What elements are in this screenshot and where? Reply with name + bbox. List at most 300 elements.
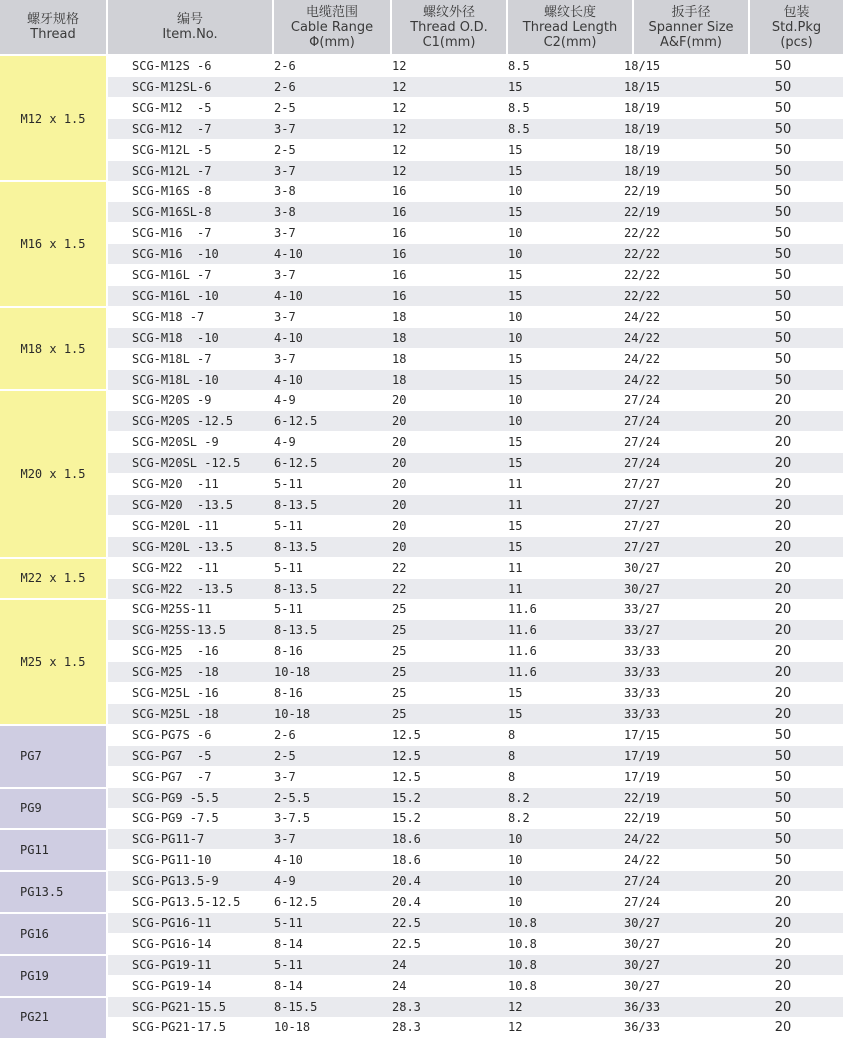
cable-range-cell: 3-7 <box>274 119 296 139</box>
item-no-cell: SCG-PG19-11 <box>132 955 211 975</box>
std-pkg-cell: 20 <box>753 704 813 724</box>
spanner-size-cell: 27/27 <box>624 495 660 515</box>
thread-group-label: M16 x 1.5 <box>0 181 106 306</box>
thread-length-cell: 8.2 <box>508 788 530 808</box>
thread-length-cell: 11.6 <box>508 662 537 682</box>
thread-group-label: M18 x 1.5 <box>0 307 106 391</box>
spanner-size-cell: 24/22 <box>624 349 660 369</box>
thread-group-label: PG13.5 <box>0 871 106 913</box>
thread-length-cell: 10.8 <box>508 955 537 975</box>
thread-length-cell: 10.8 <box>508 913 537 933</box>
spanner-size-cell: 22/19 <box>624 788 660 808</box>
table-row <box>108 892 843 912</box>
group-divider <box>0 598 108 600</box>
thread-length-cell: 8.5 <box>508 119 530 139</box>
std-pkg-cell: 50 <box>753 77 813 97</box>
cable-range-cell: 8-13.5 <box>274 537 317 557</box>
table-row <box>108 683 843 703</box>
cable-range-cell: 3-8 <box>274 181 296 201</box>
cable-range-cell: 10-18 <box>274 1017 310 1037</box>
group-divider <box>0 306 108 308</box>
item-no-cell: SCG-M20SL -12.5 <box>132 453 240 473</box>
item-no-cell: SCG-M12 -5 <box>132 98 211 118</box>
thread-od-cell: 24 <box>392 976 406 996</box>
std-pkg-cell: 50 <box>753 98 813 118</box>
thread-length-cell: 11.6 <box>508 620 537 640</box>
item-no-cell: SCG-M20 -13.5 <box>132 495 233 515</box>
thread-od-cell: 25 <box>392 599 406 619</box>
thread-od-cell: 25 <box>392 641 406 661</box>
thread-length-cell: 15 <box>508 453 522 473</box>
spanner-size-cell: 17/15 <box>624 725 660 745</box>
std-pkg-cell: 20 <box>753 683 813 703</box>
spanner-size-cell: 30/27 <box>624 913 660 933</box>
spanner-size-cell: 33/33 <box>624 641 660 661</box>
header-spanner <box>634 0 748 54</box>
thread-od-cell: 25 <box>392 704 406 724</box>
std-pkg-cell: 50 <box>753 725 813 745</box>
std-pkg-cell: 20 <box>753 871 813 891</box>
table-row <box>108 140 843 160</box>
cable-range-cell: 2-5 <box>274 140 296 160</box>
thread-length-cell: 10 <box>508 871 522 891</box>
thread-length-cell: 15 <box>508 683 522 703</box>
std-pkg-cell: 20 <box>753 641 813 661</box>
spanner-size-cell: 30/27 <box>624 955 660 975</box>
table-row <box>108 620 843 640</box>
spanner-size-cell: 18/15 <box>624 56 660 76</box>
std-pkg-cell: 20 <box>753 620 813 640</box>
thread-length-cell: 11 <box>508 474 522 494</box>
table-row <box>108 56 843 76</box>
thread-length-cell: 15 <box>508 265 522 285</box>
header-length <box>508 0 632 54</box>
spanner-size-cell: 22/22 <box>624 244 660 264</box>
thread-length-cell: 10 <box>508 390 522 410</box>
item-no-cell: SCG-M20SL -9 <box>132 432 219 452</box>
cable-range-cell: 8-14 <box>274 934 303 954</box>
thread-od-cell: 20 <box>392 474 406 494</box>
thread-length-cell: 8 <box>508 725 515 745</box>
thread-od-cell: 16 <box>392 286 406 306</box>
spanner-size-cell: 22/19 <box>624 202 660 222</box>
spanner-size-cell: 27/24 <box>624 871 660 891</box>
item-no-cell: SCG-M18L -10 <box>132 370 219 390</box>
std-pkg-cell: 50 <box>753 746 813 766</box>
item-no-cell: SCG-PG21-17.5 <box>132 1017 226 1037</box>
thread-od-cell: 12 <box>392 119 406 139</box>
cable-range-cell: 2-6 <box>274 77 296 97</box>
spanner-size-cell: 22/19 <box>624 181 660 201</box>
item-no-cell: SCG-M22 -11 <box>132 558 219 578</box>
std-pkg-cell: 20 <box>753 558 813 578</box>
header-cable <box>274 0 390 54</box>
item-no-cell: SCG-M25 -16 <box>132 641 219 661</box>
group-divider <box>0 912 108 914</box>
spanner-size-cell: 18/19 <box>624 98 660 118</box>
thread-od-cell: 12 <box>392 161 406 181</box>
std-pkg-cell: 50 <box>753 202 813 222</box>
std-pkg-cell: 20 <box>753 599 813 619</box>
table-row <box>108 516 843 536</box>
thread-od-cell: 16 <box>392 244 406 264</box>
group-divider <box>0 389 108 391</box>
std-pkg-cell: 20 <box>753 1017 813 1037</box>
spanner-size-cell: 33/33 <box>624 704 660 724</box>
thread-od-cell: 12 <box>392 140 406 160</box>
table-row <box>108 119 843 139</box>
group-divider <box>0 724 108 726</box>
std-pkg-cell: 20 <box>753 934 813 954</box>
table-row <box>108 453 843 473</box>
spanner-size-cell: 22/19 <box>624 808 660 828</box>
cable-range-cell: 8-13.5 <box>274 620 317 640</box>
header-item-zh: 编号 <box>177 12 203 27</box>
thread-length-cell: 8.5 <box>508 56 530 76</box>
spanner-size-cell: 18/15 <box>624 77 660 97</box>
cable-range-cell: 5-11 <box>274 516 303 536</box>
spanner-size-cell: 24/22 <box>624 850 660 870</box>
cable-range-cell: 6-12.5 <box>274 411 317 431</box>
item-no-cell: SCG-PG9 -5.5 <box>132 788 219 808</box>
table-row <box>108 286 843 306</box>
thread-length-cell: 10 <box>508 892 522 912</box>
thread-od-cell: 12 <box>392 98 406 118</box>
table-row <box>108 223 843 243</box>
thread-length-cell: 8 <box>508 746 515 766</box>
table-row <box>108 390 843 410</box>
thread-length-cell: 15 <box>508 161 522 181</box>
thread-length-cell: 10 <box>508 244 522 264</box>
cable-range-cell: 3-7 <box>274 161 296 181</box>
cable-range-cell: 3-7.5 <box>274 808 310 828</box>
std-pkg-cell: 20 <box>753 913 813 933</box>
table-row <box>108 411 843 431</box>
table-row <box>108 871 843 891</box>
item-no-cell: SCG-M25L -18 <box>132 704 219 724</box>
spanner-size-cell: 30/27 <box>624 934 660 954</box>
std-pkg-cell: 50 <box>753 767 813 787</box>
group-divider <box>0 180 108 182</box>
spanner-size-cell: 24/22 <box>624 307 660 327</box>
item-no-cell: SCG-PG11-7 <box>132 829 204 849</box>
spanner-size-cell: 36/33 <box>624 1017 660 1037</box>
header-od-en: Thread O.D. <box>410 20 488 35</box>
table-row <box>108 767 843 787</box>
thread-od-cell: 25 <box>392 662 406 682</box>
cable-range-cell: 8-15.5 <box>274 997 317 1017</box>
thread-length-cell: 12 <box>508 1017 522 1037</box>
cable-range-cell: 4-10 <box>274 286 303 306</box>
thread-od-cell: 20 <box>392 390 406 410</box>
thread-group-label: PG21 <box>0 997 106 1038</box>
table-row <box>108 808 843 828</box>
table-row <box>108 934 843 954</box>
spanner-size-cell: 30/27 <box>624 976 660 996</box>
thread-length-cell: 10 <box>508 307 522 327</box>
spanner-size-cell: 33/33 <box>624 662 660 682</box>
thread-od-cell: 22.5 <box>392 913 421 933</box>
thread-od-cell: 20 <box>392 495 406 515</box>
std-pkg-cell: 50 <box>753 829 813 849</box>
cable-range-cell: 6-12.5 <box>274 453 317 473</box>
thread-group-label: M12 x 1.5 <box>0 56 106 181</box>
std-pkg-cell: 20 <box>753 453 813 473</box>
table-row <box>108 976 843 996</box>
cable-range-cell: 6-12.5 <box>274 892 317 912</box>
cable-range-cell: 2-6 <box>274 725 296 745</box>
cable-range-cell: 3-7 <box>274 767 296 787</box>
std-pkg-cell: 20 <box>753 432 813 452</box>
std-pkg-cell: 50 <box>753 349 813 369</box>
spanner-size-cell: 18/19 <box>624 140 660 160</box>
header-thread-zh: 螺牙规格 <box>27 12 79 27</box>
std-pkg-cell: 50 <box>753 223 813 243</box>
cable-range-cell: 3-7 <box>274 223 296 243</box>
cable-range-cell: 5-11 <box>274 474 303 494</box>
spanner-size-cell: 17/19 <box>624 767 660 787</box>
std-pkg-cell: 20 <box>753 662 813 682</box>
cable-range-cell: 2-5 <box>274 98 296 118</box>
thread-od-cell: 15.2 <box>392 808 421 828</box>
cable-range-cell: 5-11 <box>274 558 303 578</box>
item-no-cell: SCG-M20L -11 <box>132 516 219 536</box>
item-no-cell: SCG-M20S -9 <box>132 390 211 410</box>
table-row <box>108 725 843 745</box>
thread-od-cell: 20 <box>392 411 406 431</box>
item-no-cell: SCG-PG11-10 <box>132 850 211 870</box>
item-no-cell: SCG-PG13.5-12.5 <box>132 892 240 912</box>
thread-od-cell: 15.2 <box>392 788 421 808</box>
item-no-cell: SCG-M12L -5 <box>132 140 211 160</box>
spanner-size-cell: 24/22 <box>624 829 660 849</box>
thread-length-cell: 11 <box>508 558 522 578</box>
thread-length-cell: 8 <box>508 767 515 787</box>
thread-length-cell: 15 <box>508 202 522 222</box>
table-row <box>108 161 843 181</box>
group-divider <box>0 557 108 559</box>
table-row <box>108 746 843 766</box>
std-pkg-cell: 50 <box>753 808 813 828</box>
table-row <box>108 558 843 578</box>
thread-od-cell: 18 <box>392 349 406 369</box>
thread-length-cell: 15 <box>508 349 522 369</box>
std-pkg-cell: 20 <box>753 411 813 431</box>
cable-range-cell: 2-5.5 <box>274 788 310 808</box>
thread-od-cell: 25 <box>392 683 406 703</box>
std-pkg-cell: 50 <box>753 119 813 139</box>
std-pkg-cell: 20 <box>753 997 813 1017</box>
std-pkg-cell: 20 <box>753 955 813 975</box>
thread-length-cell: 15 <box>508 704 522 724</box>
table-row <box>108 307 843 327</box>
header-cable-unit: Φ(mm) <box>309 35 355 50</box>
header-od-unit: C1(mm) <box>423 35 476 50</box>
cable-range-cell: 8-13.5 <box>274 579 317 599</box>
spanner-size-cell: 24/22 <box>624 328 660 348</box>
item-no-cell: SCG-M16SL-8 <box>132 202 211 222</box>
spanner-size-cell: 18/19 <box>624 119 660 139</box>
std-pkg-cell: 50 <box>753 140 813 160</box>
thread-length-cell: 15 <box>508 286 522 306</box>
item-no-cell: SCG-M16 -10 <box>132 244 219 264</box>
item-no-cell: SCG-M12 -7 <box>132 119 211 139</box>
cable-range-cell: 10-18 <box>274 704 310 724</box>
std-pkg-cell: 50 <box>753 265 813 285</box>
item-no-cell: SCG-M25 -18 <box>132 662 219 682</box>
cable-range-cell: 5-11 <box>274 599 303 619</box>
spanner-size-cell: 30/27 <box>624 558 660 578</box>
thread-length-cell: 15 <box>508 140 522 160</box>
thread-group-label: PG19 <box>0 955 106 997</box>
std-pkg-cell: 50 <box>753 307 813 327</box>
thread-length-cell: 10 <box>508 328 522 348</box>
spanner-size-cell: 33/27 <box>624 599 660 619</box>
spanner-size-cell: 27/24 <box>624 411 660 431</box>
thread-od-cell: 24 <box>392 955 406 975</box>
header-od <box>392 0 506 54</box>
item-no-cell: SCG-M12SL-6 <box>132 77 211 97</box>
std-pkg-cell: 20 <box>753 390 813 410</box>
thread-length-cell: 10 <box>508 223 522 243</box>
spanner-size-cell: 33/27 <box>624 620 660 640</box>
std-pkg-cell: 20 <box>753 495 813 515</box>
item-no-cell: SCG-M20L -13.5 <box>132 537 233 557</box>
header-length-en: Thread Length <box>523 20 617 35</box>
thread-length-cell: 11 <box>508 579 522 599</box>
thread-length-cell: 10 <box>508 829 522 849</box>
thread-od-cell: 18 <box>392 370 406 390</box>
thread-od-cell: 12 <box>392 77 406 97</box>
std-pkg-cell: 50 <box>753 244 813 264</box>
item-no-cell: SCG-M20 -11 <box>132 474 219 494</box>
table-row <box>108 181 843 201</box>
table-row <box>108 850 843 870</box>
spanner-size-cell: 27/24 <box>624 432 660 452</box>
cable-range-cell: 3-8 <box>274 202 296 222</box>
item-no-cell: SCG-M12S -6 <box>132 56 211 76</box>
cable-range-cell: 3-7 <box>274 829 296 849</box>
std-pkg-cell: 50 <box>753 161 813 181</box>
group-divider <box>0 954 108 956</box>
thread-od-cell: 28.3 <box>392 997 421 1017</box>
item-no-cell: SCG-M22 -13.5 <box>132 579 233 599</box>
spanner-size-cell: 22/22 <box>624 265 660 285</box>
thread-od-cell: 20.4 <box>392 871 421 891</box>
cable-range-cell: 3-7 <box>274 349 296 369</box>
cable-range-cell: 3-7 <box>274 307 296 327</box>
thread-od-cell: 18 <box>392 307 406 327</box>
table-row <box>108 955 843 975</box>
cable-range-cell: 4-10 <box>274 850 303 870</box>
thread-od-cell: 20 <box>392 537 406 557</box>
thread-od-cell: 20 <box>392 516 406 536</box>
item-no-cell: SCG-M16L -10 <box>132 286 219 306</box>
std-pkg-cell: 20 <box>753 579 813 599</box>
group-divider <box>0 996 108 998</box>
std-pkg-cell: 50 <box>753 850 813 870</box>
item-no-cell: SCG-M18 -7 <box>132 307 204 327</box>
item-no-cell: SCG-M25L -16 <box>132 683 219 703</box>
cable-range-cell: 4-10 <box>274 328 303 348</box>
header-length-zh: 螺纹长度 <box>544 5 596 20</box>
thread-length-cell: 15 <box>508 77 522 97</box>
item-no-cell: SCG-M16 -7 <box>132 223 211 243</box>
thread-group-label: PG11 <box>0 829 106 871</box>
thread-od-cell: 16 <box>392 223 406 243</box>
std-pkg-cell: 20 <box>753 474 813 494</box>
thread-od-cell: 20.4 <box>392 892 421 912</box>
thread-length-cell: 10 <box>508 411 522 431</box>
header-cable-zh: 电缆范围 <box>306 5 358 20</box>
thread-od-cell: 12.5 <box>392 767 421 787</box>
cable-range-cell: 10-18 <box>274 662 310 682</box>
thread-length-cell: 11.6 <box>508 599 537 619</box>
cable-range-cell: 4-10 <box>274 370 303 390</box>
cable-range-cell: 4-9 <box>274 390 296 410</box>
std-pkg-cell: 50 <box>753 286 813 306</box>
std-pkg-cell: 50 <box>753 56 813 76</box>
header-spanner-en: Spanner Size <box>648 20 733 35</box>
thread-od-cell: 18.6 <box>392 829 421 849</box>
table-row <box>108 788 843 808</box>
thread-od-cell: 28.3 <box>392 1017 421 1037</box>
cable-range-cell: 3-7 <box>274 265 296 285</box>
table-row <box>108 997 843 1017</box>
spanner-size-cell: 27/27 <box>624 474 660 494</box>
item-no-cell: SCG-M18 -10 <box>132 328 219 348</box>
thread-group-label: M25 x 1.5 <box>0 599 106 724</box>
table-row <box>108 98 843 118</box>
thread-od-cell: 22 <box>392 579 406 599</box>
thread-od-cell: 16 <box>392 202 406 222</box>
header-thread <box>0 0 106 54</box>
group-divider <box>0 787 108 789</box>
spanner-size-cell: 30/27 <box>624 579 660 599</box>
spanner-size-cell: 33/33 <box>624 683 660 703</box>
thread-group-label: PG7 <box>0 725 106 788</box>
thread-od-cell: 25 <box>392 620 406 640</box>
thread-length-cell: 10.8 <box>508 976 537 996</box>
thread-od-cell: 22 <box>392 558 406 578</box>
thread-length-cell: 8.5 <box>508 98 530 118</box>
thread-length-cell: 10 <box>508 181 522 201</box>
table-row <box>108 662 843 682</box>
cable-range-cell: 8-16 <box>274 683 303 703</box>
cable-range-cell: 2-6 <box>274 56 296 76</box>
table-row <box>108 349 843 369</box>
std-pkg-cell: 20 <box>753 892 813 912</box>
spanner-size-cell: 27/24 <box>624 892 660 912</box>
table-row <box>108 537 843 557</box>
cable-range-cell: 4-10 <box>274 244 303 264</box>
spanner-size-cell: 27/24 <box>624 453 660 473</box>
spanner-size-cell: 27/27 <box>624 516 660 536</box>
header-thread-en: Thread <box>30 27 75 42</box>
thread-length-cell: 12 <box>508 997 522 1017</box>
std-pkg-cell: 20 <box>753 976 813 996</box>
thread-od-cell: 18.6 <box>392 850 421 870</box>
std-pkg-cell: 20 <box>753 516 813 536</box>
thread-length-cell: 11.6 <box>508 641 537 661</box>
cable-range-cell: 2-5 <box>274 746 296 766</box>
std-pkg-cell: 50 <box>753 370 813 390</box>
spanner-size-cell: 22/22 <box>624 223 660 243</box>
std-pkg-cell: 50 <box>753 328 813 348</box>
header-item-en: Item.No. <box>162 27 217 42</box>
std-pkg-cell: 50 <box>753 788 813 808</box>
thread-length-cell: 11 <box>508 495 522 515</box>
